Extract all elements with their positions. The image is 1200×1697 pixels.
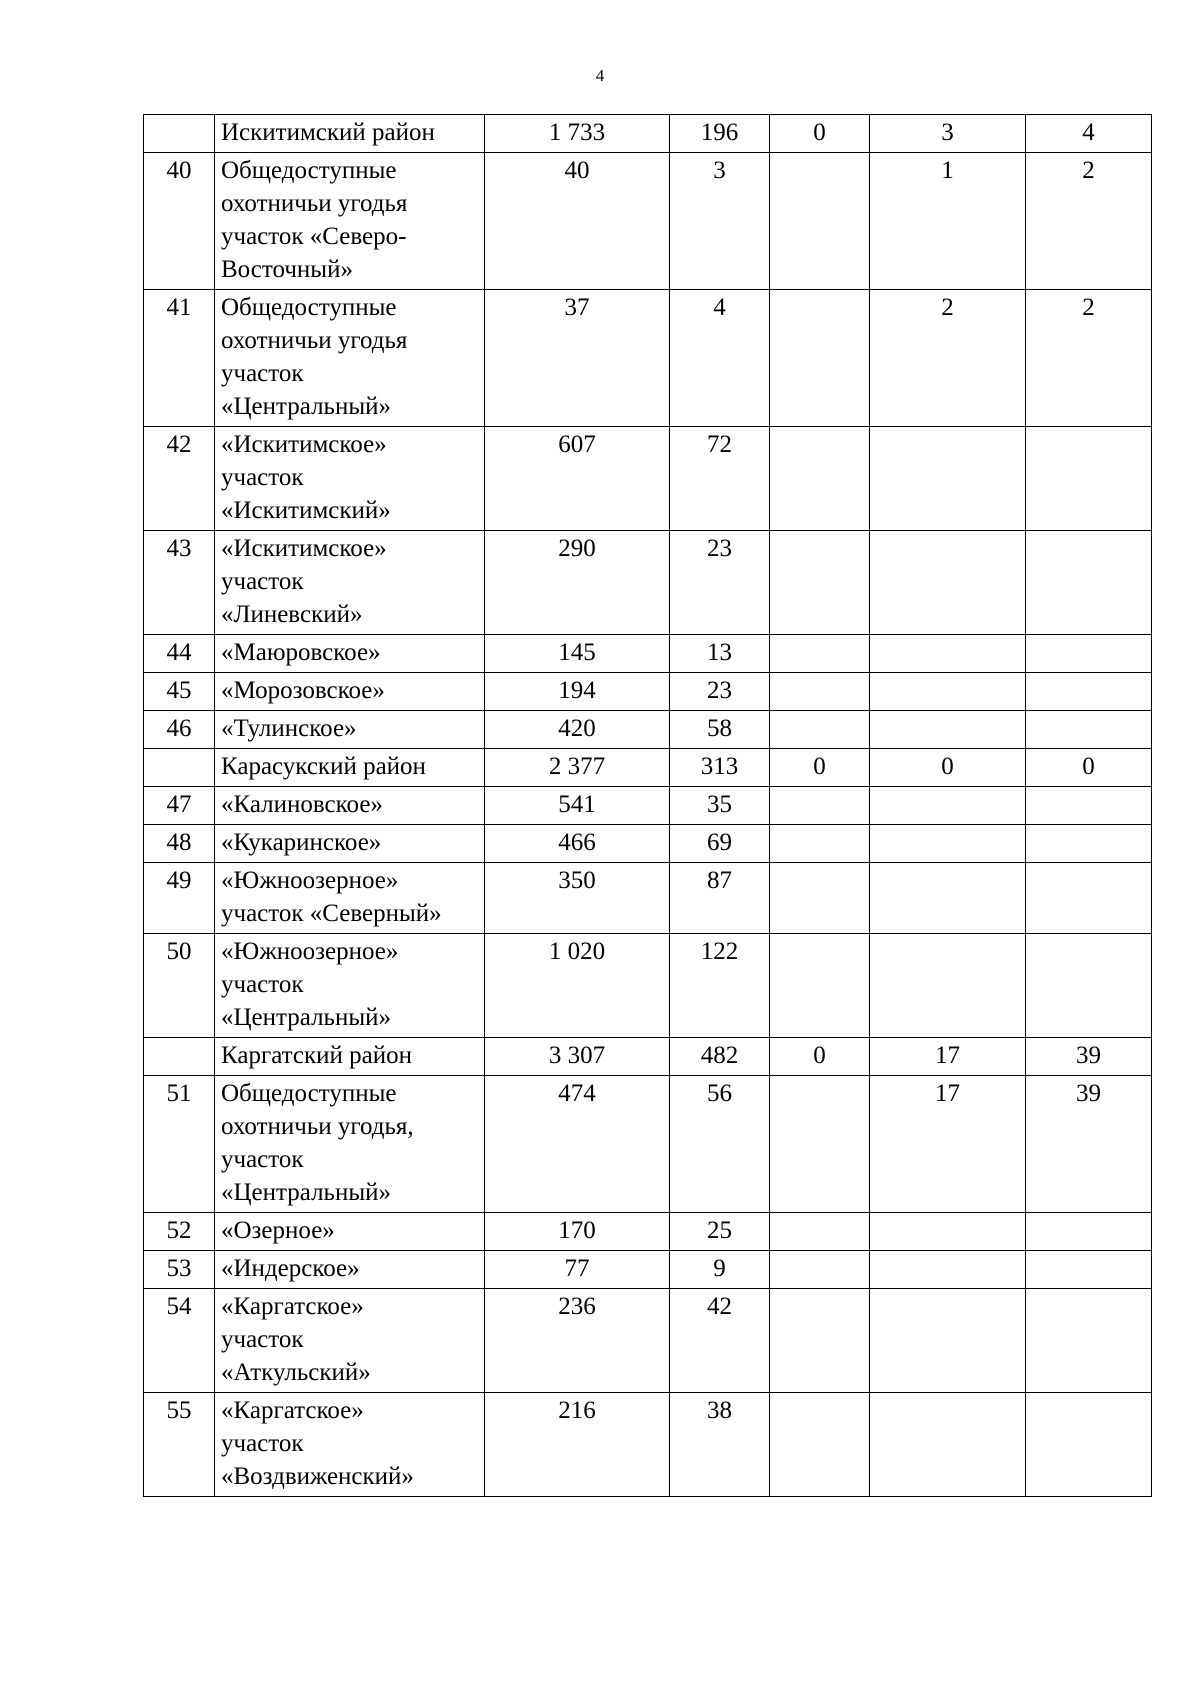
- value-cell-2: 13: [670, 635, 770, 673]
- value-cell-3: [770, 863, 870, 934]
- table-row: [144, 1393, 1152, 1497]
- value-cell-5: 2: [1026, 290, 1152, 427]
- page-number: 4: [595, 66, 605, 85]
- value-cell-5: 39: [1026, 1076, 1152, 1213]
- table-row: [144, 787, 1152, 825]
- value-cell-2: 35: [670, 787, 770, 825]
- row-number-cell: [144, 115, 215, 153]
- name-cell: «Индерское»: [215, 1251, 485, 1289]
- value-cell-5: 0: [1026, 749, 1152, 787]
- value-cell-4: [870, 673, 1026, 711]
- value-cell-1: 290: [485, 531, 670, 635]
- row-number-cell: [144, 1038, 215, 1076]
- value-cell-4: [870, 635, 1026, 673]
- value-cell-3: 0: [770, 1038, 870, 1076]
- value-cell-2: 23: [670, 531, 770, 635]
- value-cell-1: 37: [485, 290, 670, 427]
- row-number-cell: 49: [144, 863, 215, 934]
- name-cell: Карасукский район: [215, 749, 485, 787]
- value-cell-4: [870, 934, 1026, 1038]
- name-cell: [215, 153, 485, 290]
- name-cell: [215, 1289, 485, 1393]
- row-number-cell: 46: [144, 711, 215, 749]
- row-number-cell: 45: [144, 673, 215, 711]
- value-cell-5: [1026, 1289, 1152, 1393]
- value-cell-1: 236: [485, 1289, 670, 1393]
- value-cell-3: [770, 290, 870, 427]
- value-cell-1: 170: [485, 1213, 670, 1251]
- value-cell-1: 474: [485, 1076, 670, 1213]
- name-cell: «Тулинское»: [215, 711, 485, 749]
- row-number-cell: 47: [144, 787, 215, 825]
- value-cell-1: 145: [485, 635, 670, 673]
- row-number-cell: [144, 749, 215, 787]
- name-cell: [215, 531, 485, 635]
- value-cell-4: [870, 1213, 1026, 1251]
- name-cell: Искитимский район: [215, 115, 485, 153]
- value-cell-2: 122: [670, 934, 770, 1038]
- table-row: [144, 290, 1152, 427]
- value-cell-5: [1026, 934, 1152, 1038]
- value-cell-3: [770, 1289, 870, 1393]
- value-cell-5: [1026, 635, 1152, 673]
- name-cell: «Маюровское»: [215, 635, 485, 673]
- name-cell: [215, 1393, 485, 1497]
- row-number-cell: 43: [144, 531, 215, 635]
- row-number-cell: 50: [144, 934, 215, 1038]
- value-cell-1: 1 733: [485, 115, 670, 153]
- value-cell-1: 420: [485, 711, 670, 749]
- value-cell-3: 0: [770, 115, 870, 153]
- value-cell-4: 3: [870, 115, 1026, 153]
- name-cell: [215, 427, 485, 531]
- table-row: [144, 635, 1152, 673]
- name-text: «Южноозерное» участок «Центральный»: [221, 938, 399, 1031]
- row-number-cell: 55: [144, 1393, 215, 1497]
- table-row: [144, 1076, 1152, 1213]
- value-cell-3: [770, 1393, 870, 1497]
- value-cell-1: 1 020: [485, 934, 670, 1038]
- value-cell-3: [770, 1213, 870, 1251]
- value-cell-3: [770, 531, 870, 635]
- value-cell-1: 3 307: [485, 1038, 670, 1076]
- value-cell-2: 9: [670, 1251, 770, 1289]
- name-cell: [215, 934, 485, 1038]
- table-row: [144, 934, 1152, 1038]
- value-cell-2: 69: [670, 825, 770, 863]
- table-row: [144, 711, 1152, 749]
- value-cell-5: [1026, 863, 1152, 934]
- value-cell-3: [770, 153, 870, 290]
- value-cell-1: 216: [485, 1393, 670, 1497]
- name-cell: «Калиновское»: [215, 787, 485, 825]
- table-row: [144, 1289, 1152, 1393]
- row-number-cell: 42: [144, 427, 215, 531]
- value-cell-2: 87: [670, 863, 770, 934]
- value-cell-4: 1: [870, 153, 1026, 290]
- value-cell-2: 3: [670, 153, 770, 290]
- value-cell-2: 23: [670, 673, 770, 711]
- value-cell-3: [770, 427, 870, 531]
- value-cell-1: 77: [485, 1251, 670, 1289]
- name-cell: «Озерное»: [215, 1213, 485, 1251]
- name-text: Общедоступные охотничьи угодья участок «Центральный»: [221, 294, 408, 420]
- value-cell-5: 4: [1026, 115, 1152, 153]
- value-cell-4: [870, 711, 1026, 749]
- name-text: Общедоступные охотничьи угодья, участок «Центральный»: [221, 1080, 414, 1206]
- value-cell-1: 541: [485, 787, 670, 825]
- value-cell-3: 0: [770, 749, 870, 787]
- value-cell-3: [770, 673, 870, 711]
- row-number-cell: 44: [144, 635, 215, 673]
- value-cell-2: 313: [670, 749, 770, 787]
- value-cell-3: [770, 787, 870, 825]
- name-text: «Каргатское» участок «Воздвиженский»: [221, 1397, 414, 1490]
- value-cell-3: [770, 635, 870, 673]
- value-cell-3: [770, 1251, 870, 1289]
- name-cell: Каргатский район: [215, 1038, 485, 1076]
- hunting-grounds-table: [143, 114, 1152, 1497]
- row-number-cell: 40: [144, 153, 215, 290]
- value-cell-2: 56: [670, 1076, 770, 1213]
- district-row: [144, 115, 1152, 153]
- value-cell-3: [770, 1076, 870, 1213]
- name-text: Общедоступные охотничьи угодья участок «Северо-Восточный»: [221, 157, 408, 283]
- value-cell-3: [770, 934, 870, 1038]
- value-cell-1: 40: [485, 153, 670, 290]
- value-cell-1: 194: [485, 673, 670, 711]
- district-row: [144, 1038, 1152, 1076]
- name-cell: «Кукаринское»: [215, 825, 485, 863]
- name-text: «Искитимское» участок «Искитимский»: [221, 431, 391, 524]
- value-cell-4: [870, 531, 1026, 635]
- value-cell-5: [1026, 1251, 1152, 1289]
- row-number-cell: 54: [144, 1289, 215, 1393]
- table-row: [144, 531, 1152, 635]
- table-body: [144, 115, 1152, 1497]
- table-row: [144, 825, 1152, 863]
- value-cell-2: 196: [670, 115, 770, 153]
- value-cell-2: 25: [670, 1213, 770, 1251]
- value-cell-4: [870, 427, 1026, 531]
- value-cell-3: [770, 825, 870, 863]
- value-cell-3: [770, 711, 870, 749]
- value-cell-2: 58: [670, 711, 770, 749]
- value-cell-4: [870, 825, 1026, 863]
- value-cell-4: 0: [870, 749, 1026, 787]
- table-row: [144, 427, 1152, 531]
- value-cell-4: [870, 787, 1026, 825]
- value-cell-5: [1026, 531, 1152, 635]
- value-cell-2: 482: [670, 1038, 770, 1076]
- value-cell-2: 38: [670, 1393, 770, 1497]
- value-cell-5: 2: [1026, 153, 1152, 290]
- value-cell-2: 72: [670, 427, 770, 531]
- value-cell-4: 17: [870, 1038, 1026, 1076]
- name-text: «Искитимское» участок «Линевский»: [221, 535, 387, 628]
- table-row: [144, 1213, 1152, 1251]
- value-cell-1: 466: [485, 825, 670, 863]
- value-cell-1: 350: [485, 863, 670, 934]
- row-number-cell: 51: [144, 1076, 215, 1213]
- value-cell-4: [870, 1251, 1026, 1289]
- name-cell: [215, 1076, 485, 1213]
- value-cell-2: 4: [670, 290, 770, 427]
- row-number-cell: 48: [144, 825, 215, 863]
- value-cell-5: [1026, 427, 1152, 531]
- value-cell-4: [870, 1393, 1026, 1497]
- name-cell: [215, 290, 485, 427]
- row-number-cell: 53: [144, 1251, 215, 1289]
- value-cell-1: 2 377: [485, 749, 670, 787]
- name-cell: «Южноозерное» участок «Северный»: [215, 863, 485, 934]
- value-cell-5: [1026, 825, 1152, 863]
- value-cell-5: [1026, 1213, 1152, 1251]
- value-cell-1: 607: [485, 427, 670, 531]
- table-row: [144, 1251, 1152, 1289]
- value-cell-2: 42: [670, 1289, 770, 1393]
- name-text: «Каргатское» участок «Аткульский»: [221, 1293, 371, 1386]
- row-number-cell: 41: [144, 290, 215, 427]
- value-cell-4: 2: [870, 290, 1026, 427]
- table-row: [144, 863, 1152, 934]
- value-cell-5: [1026, 787, 1152, 825]
- value-cell-4: [870, 863, 1026, 934]
- table-row: [144, 153, 1152, 290]
- value-cell-5: 39: [1026, 1038, 1152, 1076]
- value-cell-5: [1026, 1393, 1152, 1497]
- district-row: [144, 749, 1152, 787]
- value-cell-5: [1026, 673, 1152, 711]
- table-row: [144, 673, 1152, 711]
- value-cell-5: [1026, 711, 1152, 749]
- row-number-cell: 52: [144, 1213, 215, 1251]
- value-cell-4: [870, 1289, 1026, 1393]
- name-cell: «Морозовское»: [215, 673, 485, 711]
- value-cell-4: 17: [870, 1076, 1026, 1213]
